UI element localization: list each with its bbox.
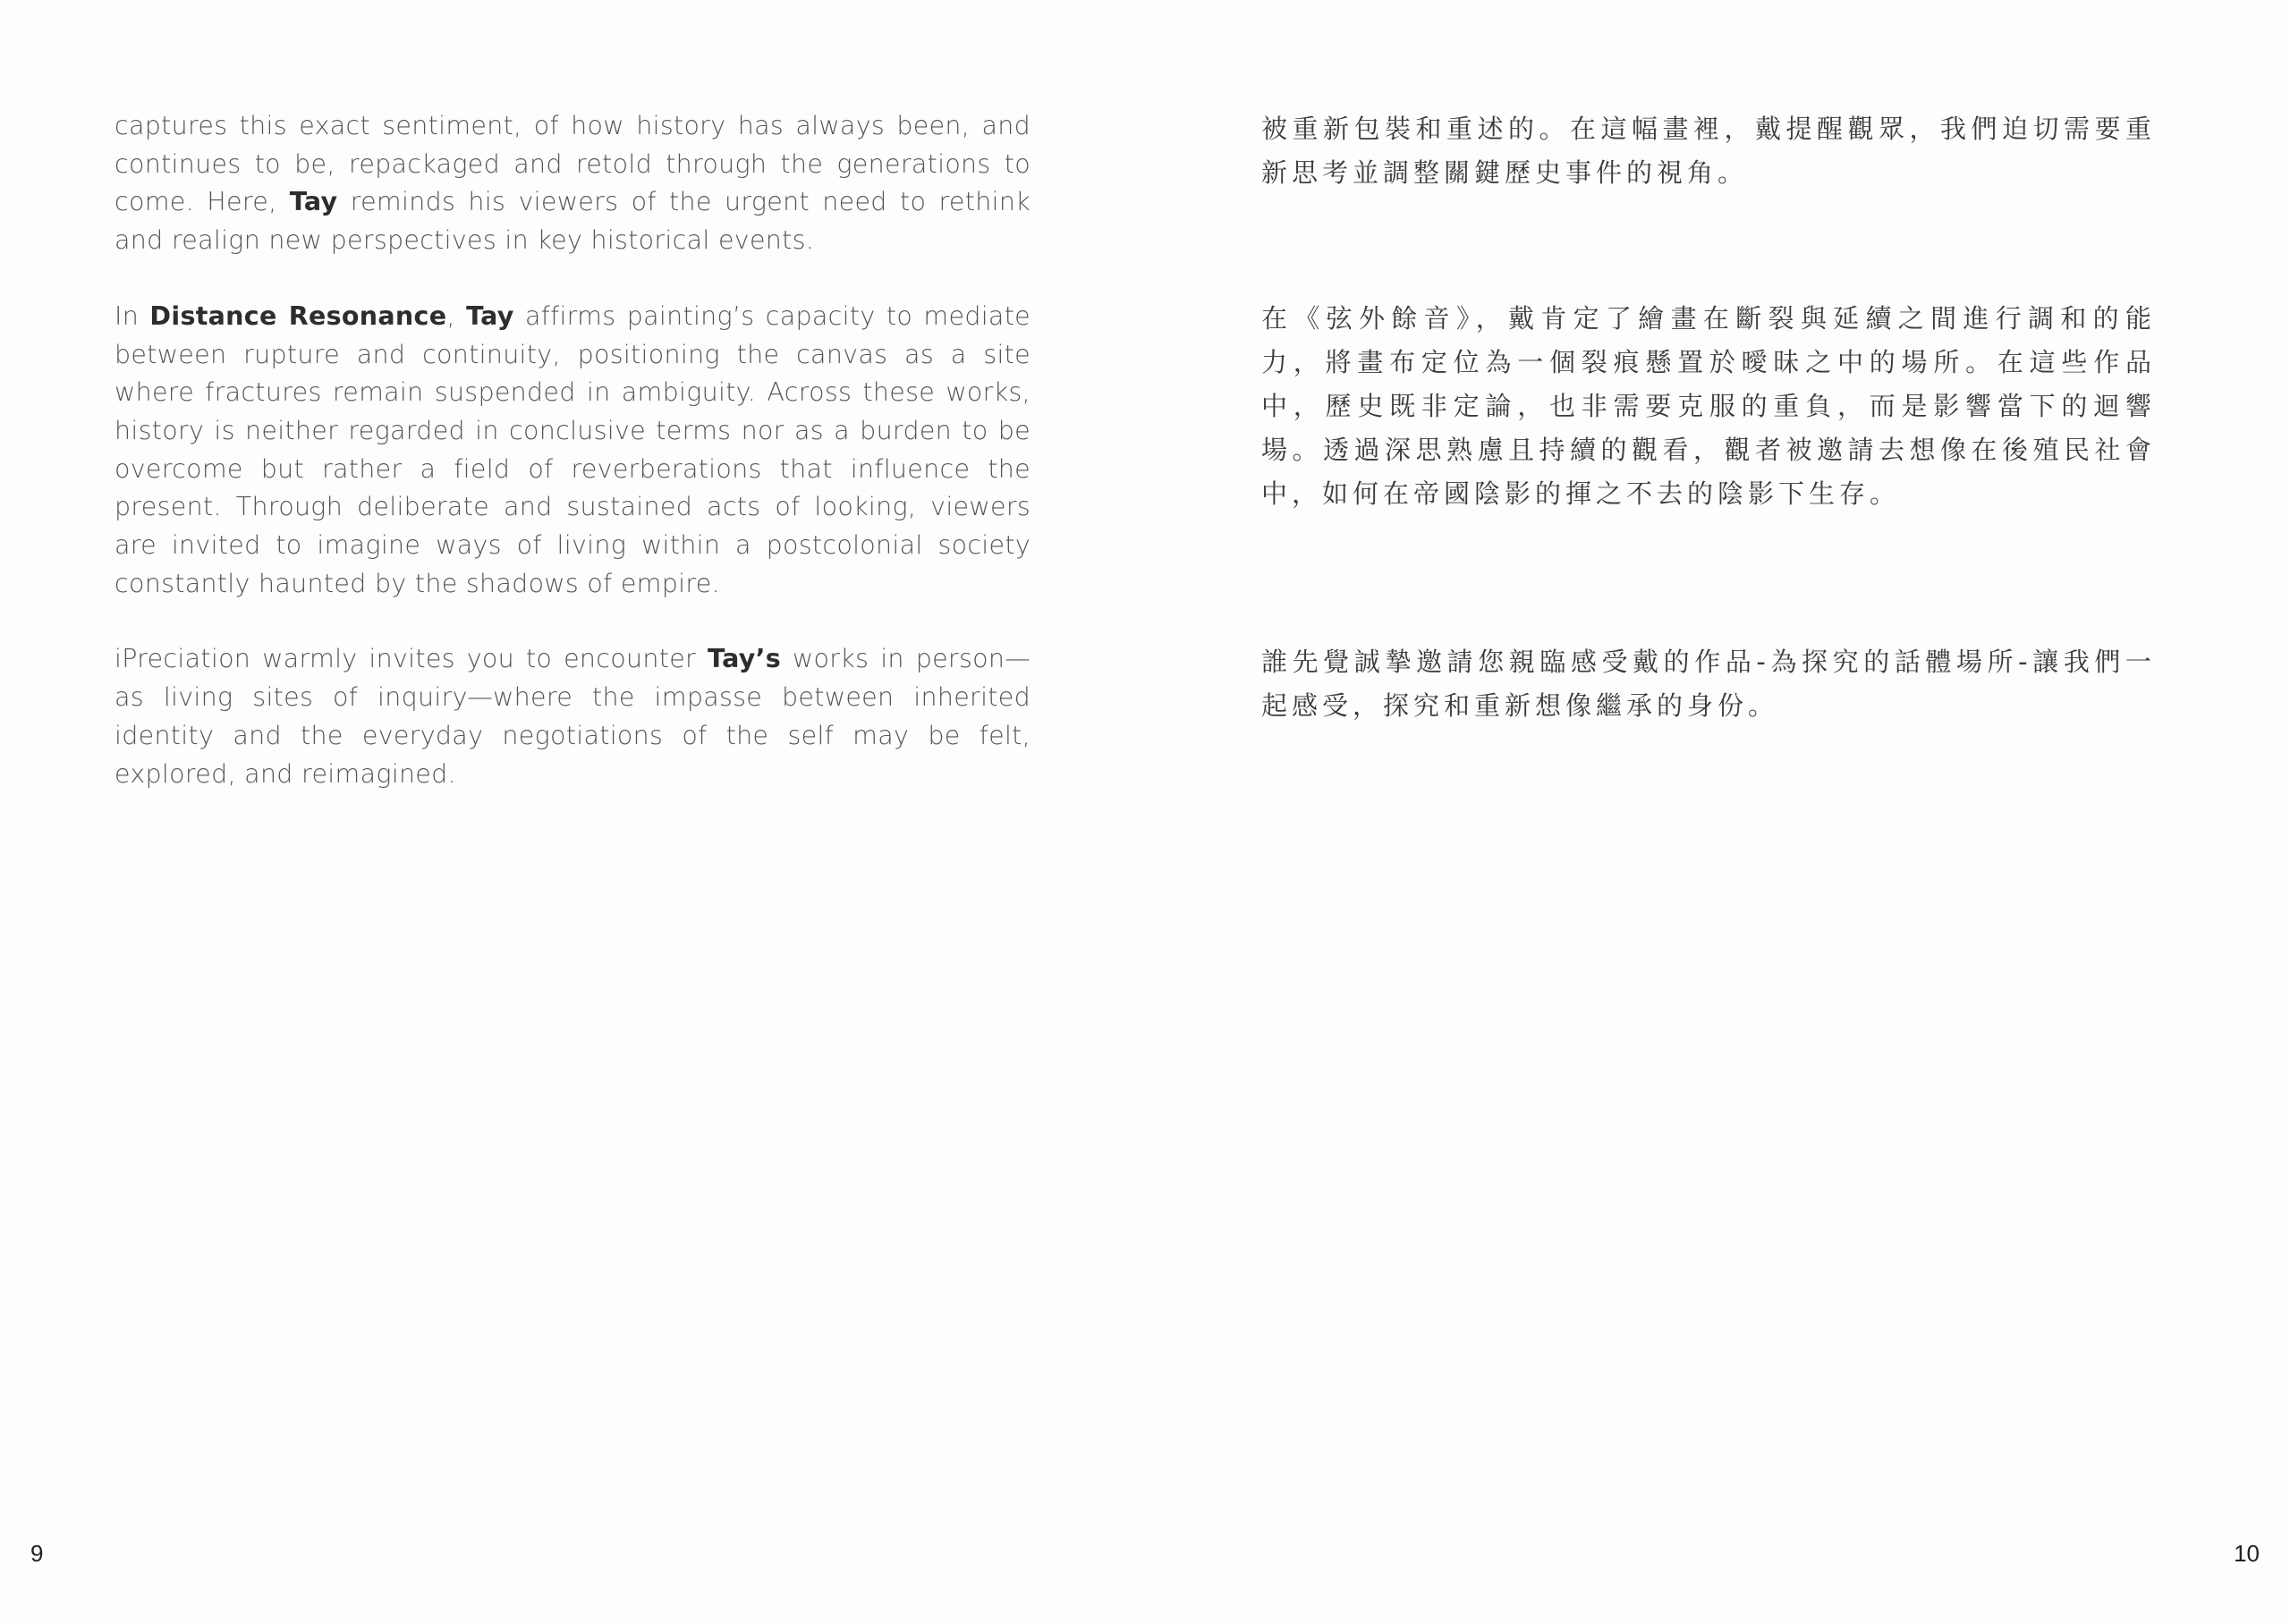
body-text: iPreciation warmly invites you to encounter	[114, 644, 708, 674]
emphasis-text: Tay’s	[708, 644, 781, 674]
chinese-paragraph-3: 誰先覺誠摯邀請您親臨感受戴的作品-為探究的話體場所-讓我們一起感受，探究和重新想像繼承的身份。	[1261, 647, 2156, 721]
body-text: reminds his viewers of the urgent need to rethink and realign new perspectives in key historical events.	[114, 187, 1030, 256]
right-page	[1145, 0, 2290, 1624]
body-text: captures this exact sentiment, of how history has always been, and continues to be, repackaged and retold through the generations to come. Here,	[114, 111, 1030, 217]
page-number-left: 9	[30, 1540, 44, 1567]
emphasis-text: Distance Resonance	[149, 300, 447, 331]
page-number-right: 10	[2234, 1540, 2260, 1567]
emphasis-text: Tay	[289, 187, 338, 217]
body-text: ,	[446, 300, 467, 331]
body-text: In	[114, 300, 150, 331]
english-paragraph-3	[114, 640, 1030, 793]
english-text-column	[114, 107, 1030, 831]
english-paragraph-1	[114, 107, 1030, 260]
chinese-paragraph-2: 在《弦外餘音》，戴肯定了繪畫在斷裂與延續之間進行調和的能力，將畫布定位為一個裂痕懸置於曖昧之中的場所。在這些作品中，歷史既非定論，也非需要克服的重負，而是影響當下的迴響場。透過深思熟慮且持續的觀看，觀者被邀請去想像在後殖民社會中，如何在帝國陰影的揮之不去的陰影下生存。	[1261, 303, 2156, 509]
english-paragraph-2	[114, 298, 1030, 604]
emphasis-text: Tay	[466, 300, 514, 331]
body-text: affirms painting’s capacity to mediate between rupture and continuity, positioning the canvas as a site where fractures remain suspended in ambiguity. Across these works, history is neither regarded in conclusive terms nor as a burden to be overcome but rather a field of reverberations that influence the present. Through deliberate and sustained acts of looking, viewers are invited to imagine ways of living within a postcolonial society constantly haunted by the shadows of empire.	[114, 300, 1030, 598]
body-text: works in person—as living sites of inquiry—where the impasse between inherited identity and the everyday negotiations of the self may be felt, explored, and reimagined.	[114, 644, 1030, 789]
chinese-paragraph-1: 被重新包裝和重述的。在這幅畫裡，戴提醒觀眾，我們迫切需要重新思考並調整關鍵歷史事件的視角。	[1261, 114, 2156, 188]
